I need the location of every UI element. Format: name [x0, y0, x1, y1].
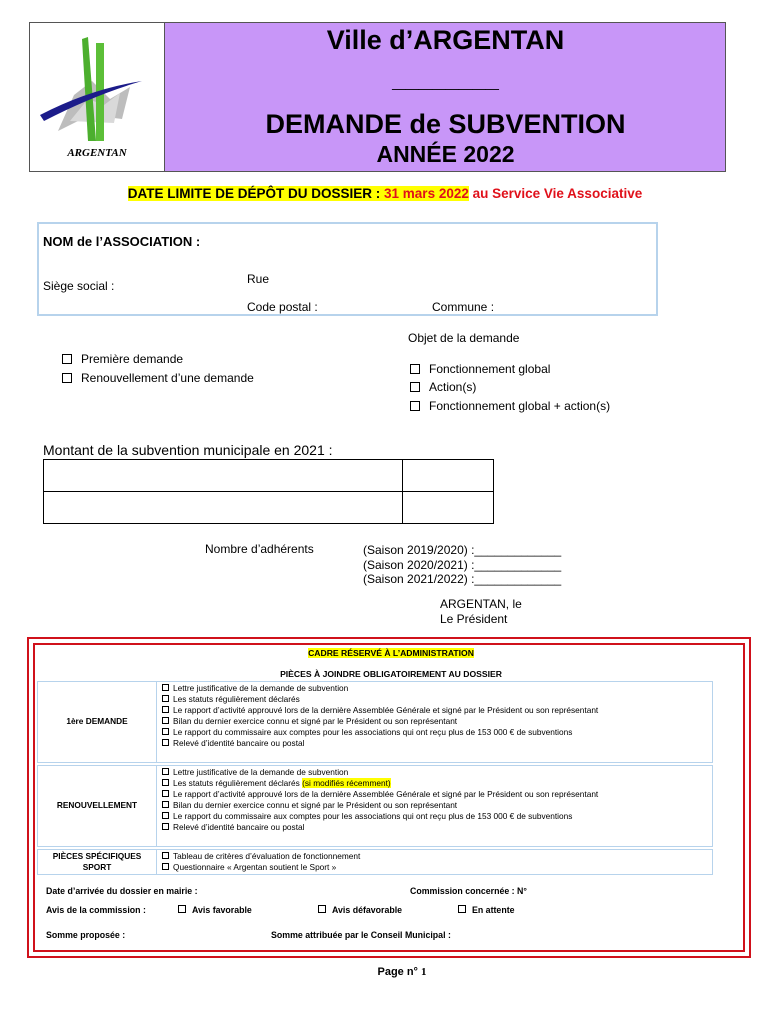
checkbox[interactable] [162, 695, 169, 702]
season-line: (Saison 2021/2022) :_____________ [363, 572, 562, 586]
checkbox[interactable] [162, 684, 169, 691]
proposed-sum-label: Somme proposée : [46, 930, 126, 940]
granted-sum-label: Somme attribuée par le Conseil Municipal : [271, 930, 451, 940]
list-item[interactable]: Les statuts régulièrement déclarés [162, 694, 712, 705]
amount-cell[interactable] [403, 460, 494, 492]
association-name-label: NOM de l’ASSOCIATION : [43, 234, 201, 249]
checkbox[interactable] [162, 728, 169, 735]
opinion-favorable[interactable]: Avis favorable [178, 905, 252, 915]
section-label: RENOUVELLEMENT [56, 800, 138, 810]
list-item[interactable]: Lettre justificative de la demande de subvention [162, 683, 712, 694]
season-line: (Saison 2020/2021) :_____________ [363, 557, 562, 572]
list-item[interactable]: Le rapport d’activité approuvé lors de la dernière Assemblée Générale et signé par le Président ou son représentant [162, 705, 712, 716]
deadline-date: 31 mars 2022 [384, 186, 469, 201]
deadline-line [0, 186, 770, 201]
admin-title: CADRE RÉSERVÉ À L’ADMINISTRATION [308, 648, 474, 658]
checkbox[interactable] [178, 905, 186, 913]
checkbox[interactable] [162, 812, 169, 819]
checkbox[interactable] [410, 401, 420, 411]
commune-label: Commune : [432, 300, 495, 314]
signature-signer: Le Président [440, 612, 508, 626]
deadline-suffix: au Service Vie Associative [468, 186, 643, 201]
siege-label: Siège social : [43, 279, 115, 293]
section-label: PIÈCES SPÉCIFIQUES SPORT [52, 851, 142, 872]
admin-subtitle: PIÈCES À JOINDRE OBLIGATOIREMENT AU DOSSIER [280, 669, 502, 679]
section-items [162, 767, 712, 833]
checkbox[interactable] [62, 373, 72, 383]
page-number: Page n° 1 [377, 966, 427, 978]
amount-label: Montant de la subvention municipale en 2021 : [43, 442, 333, 458]
checkbox[interactable] [162, 739, 169, 746]
checkbox[interactable] [162, 768, 169, 775]
document-title: DEMANDE de SUBVENTION [265, 109, 626, 139]
commission-label: Commission concernée : N° [410, 886, 527, 896]
opinion-label: Avis de la commission : [46, 905, 146, 915]
option-global-operation[interactable]: Fonctionnement global [410, 362, 550, 376]
amount-table [43, 459, 494, 524]
checkbox[interactable] [162, 790, 169, 797]
amount-cell[interactable] [44, 460, 403, 492]
postal-label: Code postal : [247, 300, 318, 314]
list-item[interactable]: Bilan du dernier exercice connu et signé par le Président ou son représentant [162, 800, 712, 811]
option-actions[interactable]: Action(s) [410, 380, 476, 394]
season-line: (Saison 2019/2020) :_____________ [363, 543, 562, 557]
checkbox[interactable] [162, 706, 169, 713]
checkbox[interactable] [458, 905, 466, 913]
checkbox[interactable] [162, 852, 169, 859]
checkbox[interactable] [162, 801, 169, 808]
amount-cell[interactable] [44, 492, 403, 524]
signature-place: ARGENTAN, le [440, 597, 522, 611]
logo-text: ARGENTAN [67, 147, 127, 159]
checkbox[interactable] [162, 779, 169, 786]
list-item[interactable]: Le rapport du commissaire aux comptes pour les associations qui ont reçu plus de 153 000 € de subventions [162, 727, 712, 738]
checkbox[interactable] [162, 717, 169, 724]
title-rule: ________ [392, 66, 499, 93]
list-item[interactable]: Questionnaire « Argentan soutient le Sport » [162, 862, 712, 873]
object-label: Objet de la demande [408, 331, 520, 345]
checkbox[interactable] [62, 354, 72, 364]
members-label: Nombre d’adhérents [205, 542, 314, 556]
list-item[interactable]: Relevé d’identité bancaire ou postal [162, 738, 712, 749]
highlight-note: (si modifiés récemment) [302, 778, 391, 788]
checkbox[interactable] [318, 905, 326, 913]
list-item[interactable]: Le rapport d’activité approuvé lors de la dernière Assemblée Générale et signé par le Président ou son représentant [162, 789, 712, 800]
section-label: 1ère DEMANDE [66, 716, 128, 726]
list-item[interactable]: Bilan du dernier exercice connu et signé par le Président ou son représentant [162, 716, 712, 727]
members-seasons [363, 543, 561, 587]
checkbox[interactable] [162, 863, 169, 870]
option-first-request[interactable]: Première demande [62, 352, 183, 366]
list-item[interactable]: Relevé d’identité bancaire ou postal [162, 822, 712, 833]
list-item[interactable]: Tableau de critères d’évaluation de fonctionnement [162, 851, 712, 862]
arrival-date-label: Date d’arrivée du dossier en mairie : [46, 886, 198, 896]
street-label: Rue [247, 272, 270, 286]
list-item[interactable]: Le rapport du commissaire aux comptes pour les associations qui ont reçu plus de 153 000 € de subventions [162, 811, 712, 822]
city-title: Ville d’ARGENTAN [326, 25, 565, 55]
deadline-prefix: DATE LIMITE DE DÉPÔT DU DOSSIER : [127, 186, 385, 201]
option-renewal[interactable]: Renouvellement d’une demande [62, 371, 254, 385]
list-item[interactable]: Lettre justificative de la demande de subvention [162, 767, 712, 778]
opinion-unfavorable[interactable]: Avis défavorable [318, 905, 402, 915]
document-year: ANNÉE 2022 [376, 141, 515, 167]
logo-box [29, 22, 165, 172]
checkbox[interactable] [410, 364, 420, 374]
list-item[interactable]: Les statuts régulièrement déclarés (si modifiés récemment) [162, 778, 712, 789]
opinion-pending[interactable]: En attente [458, 905, 515, 915]
section-items [162, 683, 712, 749]
checkbox[interactable] [410, 382, 420, 392]
checkbox[interactable] [162, 823, 169, 830]
option-global-plus-actions[interactable]: Fonctionnement global + action(s) [410, 399, 610, 413]
section-items [162, 851, 712, 873]
amount-cell[interactable] [403, 492, 494, 524]
